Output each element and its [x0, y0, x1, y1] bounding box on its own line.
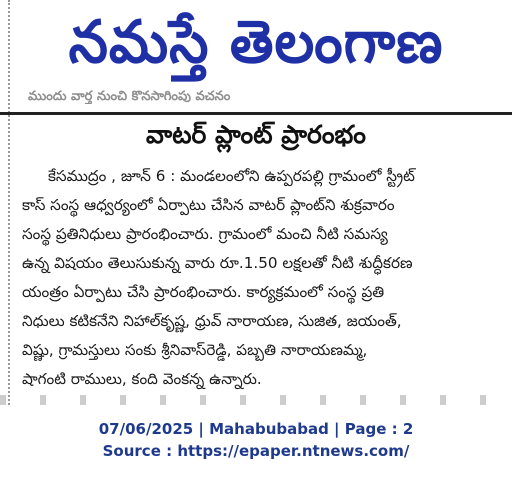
- article-line: నిధులు కటికనేని నిహాల్‌కృష్ణ, ధ్రువ్ నారాయణ, సుజిత, జయంత్,: [22, 312, 402, 330]
- article-headline: వాటర్ ప్లాంట్ ప్రారంభం: [146, 120, 366, 149]
- article-line: సంస్థ ప్రతినిధులు ప్రారంభించారు. గ్రామంలో మంచి నీటి సమస్య: [22, 225, 388, 243]
- footer-meta: 07/06/2025 | Mahabubabad | Page : 2: [98, 420, 414, 438]
- article-line: విష్ణు, గ్రామస్తులు సంకు శ్రీనివాస్‌రెడ్డి, పబ్బతి నారాయణమ్మ,: [22, 341, 368, 359]
- article-line: కాస్ సంస్థ ఆధ్వర్యంలో ఏర్పాటు చేసిన వాటర్ ప్లాంట్‌ని శుక్రవారం: [22, 196, 395, 214]
- article-line: కేసముద్రం , జూన్ 6 : మండలంలోని ఉప్పరపల్లి గ్రామంలో స్ట్రీట్: [48, 167, 415, 185]
- previous-article-fragment: ముందు వార్త నుంచి కొనసాగింపు వచనం: [28, 90, 231, 104]
- article-body: [22, 162, 504, 394]
- article-line: షాగంటి రాములు, కంది వెంకన్న ఉన్నారు.: [22, 370, 262, 388]
- clipping-footer: [0, 418, 512, 462]
- next-article-fragment: [0, 395, 512, 405]
- article-line: ఉన్న విషయం తెలుసుకున్న వారు రూ.1.50 లక్షలతో నీటి శుద్ధీకరణ: [22, 254, 413, 272]
- article-line: యంత్రం ఏర్పాటు చేసి ప్రారంభించారు. కార్యక్రమంలో సంస్థ ప్రతి: [22, 283, 385, 301]
- masthead-title: నమస్తే తెలంగాణ: [68, 8, 444, 77]
- footer-source: Source : https://epaper.ntnews.com/: [102, 442, 410, 460]
- section-rule: [0, 112, 512, 115]
- masthead: [0, 0, 512, 86]
